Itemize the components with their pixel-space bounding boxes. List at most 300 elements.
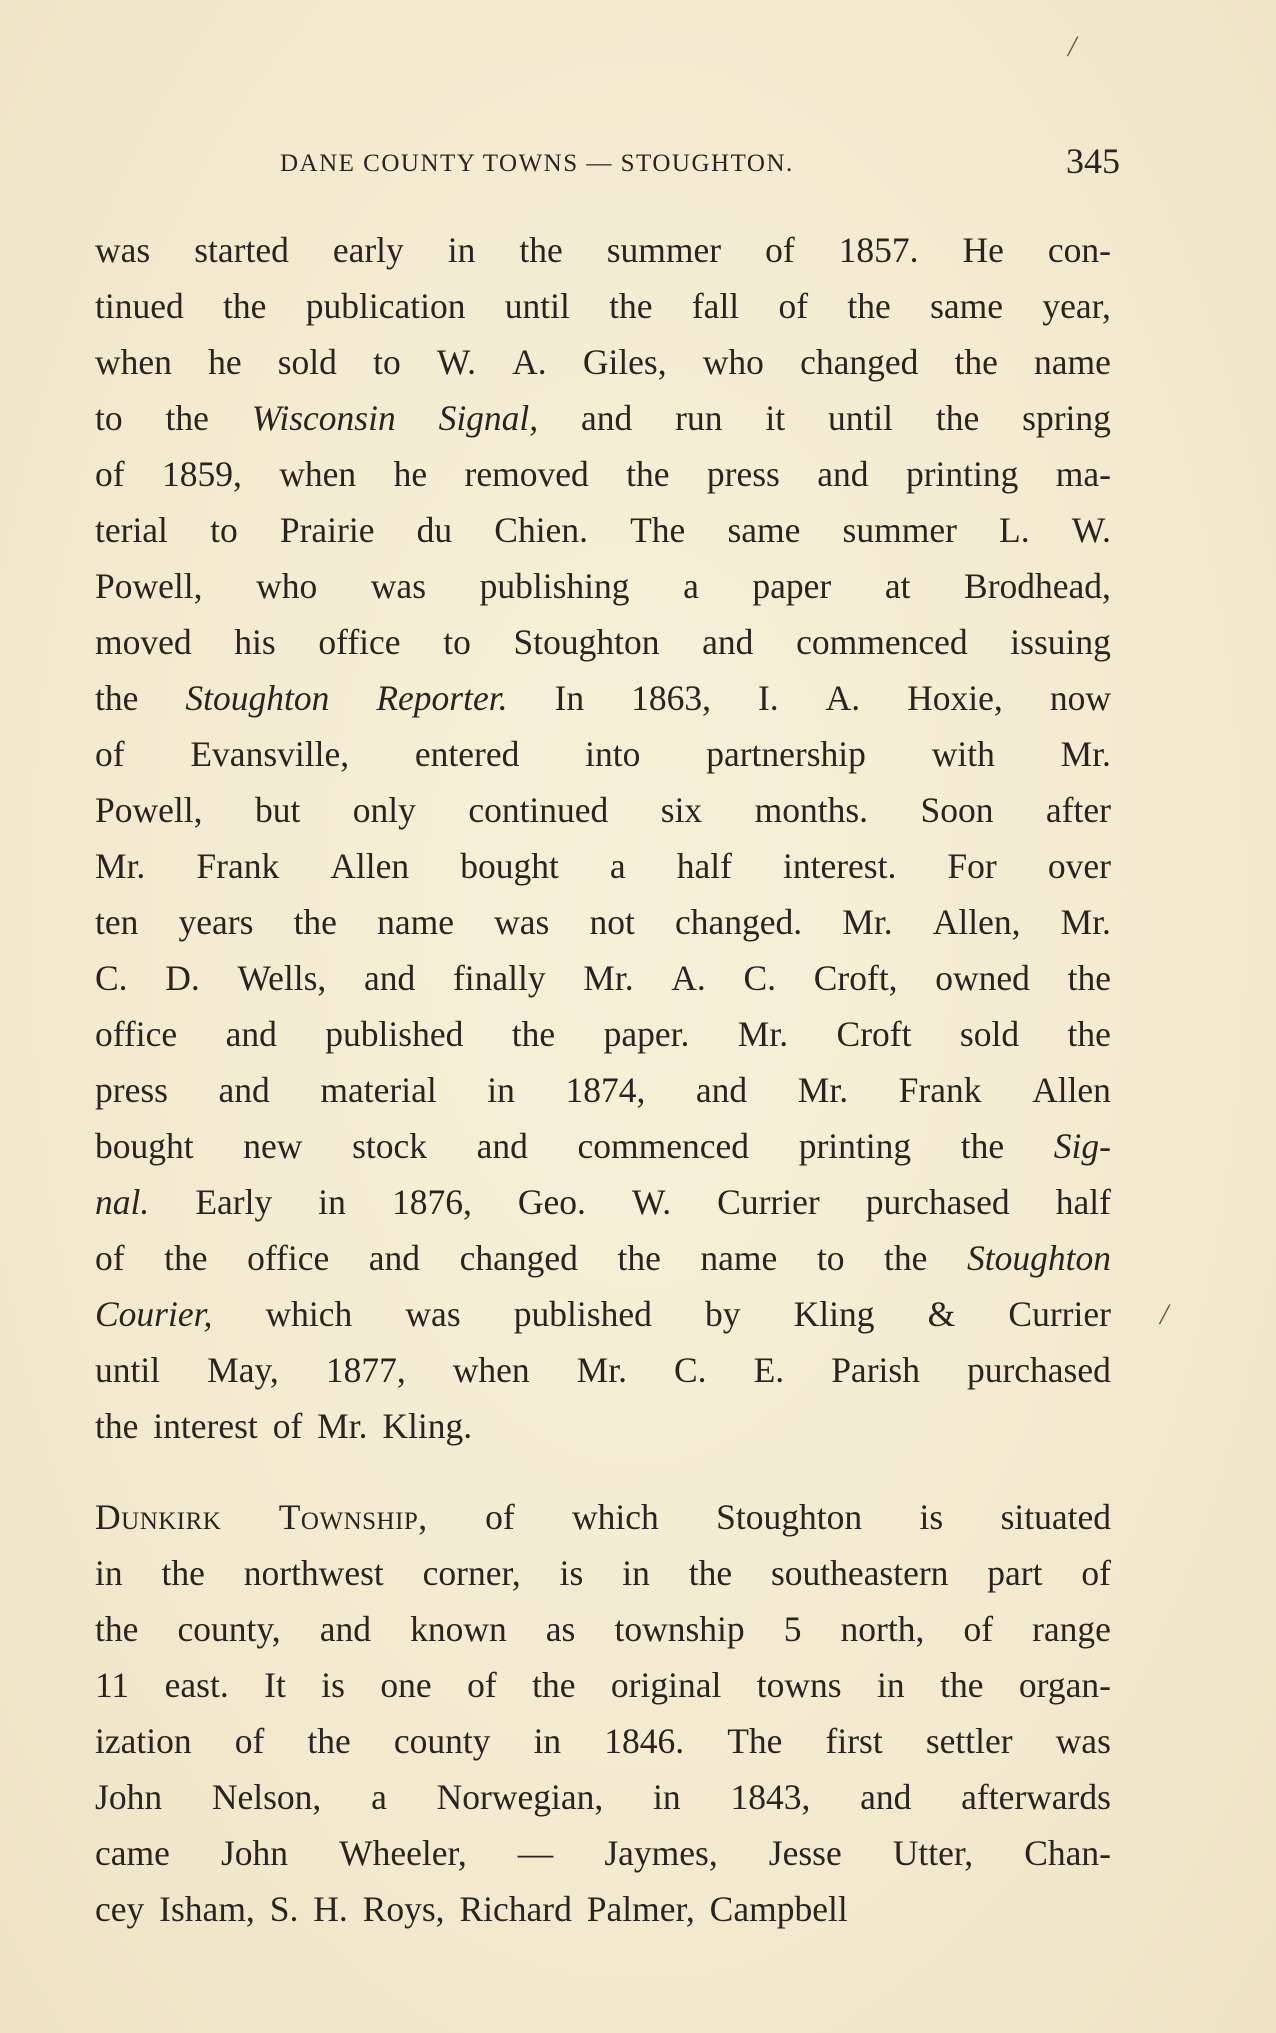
word: original	[610, 1665, 722, 1705]
word: 1877,	[325, 1350, 406, 1390]
word: Sig-	[1053, 1126, 1111, 1166]
word: changed.	[674, 902, 803, 942]
word: southeastern	[770, 1553, 949, 1593]
word: Powell,	[95, 790, 203, 830]
word: the	[960, 1126, 1005, 1166]
word: Currier	[717, 1182, 820, 1222]
word: Mr.	[583, 958, 634, 998]
word: which	[265, 1294, 353, 1334]
word: was	[405, 1294, 461, 1334]
word: Mr.	[95, 846, 146, 886]
word: He	[962, 230, 1004, 270]
word: came	[95, 1833, 170, 1873]
text-line	[95, 558, 1111, 614]
word: 1876,	[391, 1182, 472, 1222]
word: summer	[842, 510, 957, 550]
word: until	[827, 398, 894, 438]
word: after	[1045, 790, 1111, 830]
body-text	[95, 222, 1111, 1937]
text-line	[95, 726, 1111, 782]
word: same	[930, 286, 1004, 326]
word: owned	[935, 958, 1030, 998]
word: who	[256, 566, 318, 606]
word: Giles,	[582, 342, 667, 382]
word: his	[234, 622, 276, 662]
word: Mr.	[317, 1406, 368, 1446]
word: only	[352, 790, 416, 830]
word: paper	[752, 566, 832, 606]
word: sold	[959, 1014, 1020, 1054]
text-line	[95, 782, 1111, 838]
text-line	[95, 222, 1111, 278]
word: John	[95, 1777, 163, 1817]
word: May,	[207, 1350, 279, 1390]
word: Utter,	[892, 1833, 974, 1873]
word: of	[95, 1238, 125, 1278]
word: of	[1081, 1553, 1111, 1593]
word: of	[95, 454, 125, 494]
word: partnership	[706, 734, 866, 774]
word: and	[817, 454, 869, 494]
word: of	[467, 1665, 497, 1705]
word: and	[319, 1609, 371, 1649]
text-line	[95, 390, 1111, 446]
word: Jesse	[768, 1833, 842, 1873]
word: in	[533, 1721, 562, 1761]
word: name	[377, 902, 454, 942]
word: &	[927, 1294, 956, 1334]
page-number: 345	[1066, 141, 1120, 181]
word: tinued	[95, 286, 184, 326]
word: northwest	[243, 1553, 384, 1593]
word: Campbell	[709, 1889, 848, 1929]
word: Nelson,	[211, 1777, 322, 1817]
word: 1846.	[604, 1721, 685, 1761]
word: range	[1032, 1609, 1111, 1649]
word: when	[95, 342, 172, 382]
word: in	[447, 230, 476, 270]
word: the	[161, 1553, 205, 1593]
word: the	[847, 286, 891, 326]
word: east.	[164, 1665, 229, 1705]
word: known	[410, 1609, 507, 1649]
word: was	[494, 902, 550, 942]
word: with	[931, 734, 995, 774]
word: H.	[313, 1889, 348, 1929]
paragraph-gap	[95, 1454, 1111, 1489]
word: published	[513, 1294, 652, 1334]
word: Parish	[831, 1350, 920, 1390]
word: Mr.	[1060, 902, 1111, 942]
word: paper.	[603, 1014, 690, 1054]
word: published	[325, 1014, 464, 1054]
word: office	[95, 1014, 178, 1054]
stray-mark: /	[1068, 30, 1077, 63]
word: and	[225, 1014, 277, 1054]
word: and	[581, 398, 633, 438]
word: Courier,	[95, 1294, 213, 1334]
word: the	[1067, 1014, 1111, 1054]
word: The	[727, 1721, 783, 1761]
word: part	[987, 1553, 1043, 1593]
word: he	[393, 454, 428, 494]
word: of	[765, 230, 795, 270]
word: same	[727, 510, 801, 550]
word: office	[247, 1238, 330, 1278]
text-line	[95, 1489, 1111, 1545]
word: of	[778, 286, 809, 326]
word: Allen	[330, 846, 410, 886]
text-line	[95, 614, 1111, 670]
word: —	[517, 1833, 554, 1873]
word: I.	[757, 678, 779, 718]
word: the	[293, 902, 337, 942]
word: and	[860, 1777, 912, 1817]
word: ma-	[1055, 454, 1111, 494]
word: as	[545, 1609, 576, 1649]
word: Wisconsin	[251, 398, 396, 438]
word: Wheeler,	[339, 1833, 467, 1873]
word: 1859,	[161, 454, 242, 494]
word: who	[702, 342, 764, 382]
word: office	[318, 622, 401, 662]
text-line	[95, 1825, 1111, 1881]
word: sold	[277, 342, 337, 382]
word: 1874,	[565, 1070, 646, 1110]
word: a	[683, 566, 699, 606]
word: Stoughton	[716, 1497, 863, 1537]
word: C.	[95, 958, 128, 998]
text-line	[95, 1286, 1111, 1342]
text-line	[95, 670, 1111, 726]
word: the	[307, 1721, 351, 1761]
word: Frank	[898, 1070, 982, 1110]
word: name	[700, 1238, 778, 1278]
word: Mr.	[737, 1014, 789, 1054]
word: A.	[512, 342, 547, 382]
word: not	[589, 902, 635, 942]
text-line	[95, 502, 1111, 558]
word: A.	[825, 678, 861, 718]
word: con-	[1047, 230, 1111, 270]
word: Reporter.	[376, 678, 508, 718]
word: interest.	[782, 846, 897, 886]
word: Richard	[459, 1889, 572, 1929]
word: the	[935, 398, 980, 438]
word: first	[825, 1721, 883, 1761]
word: the	[609, 286, 653, 326]
word: Soon	[920, 790, 994, 830]
word: Brodhead,	[964, 566, 1111, 606]
word: Frank	[196, 846, 280, 886]
word: Palmer,	[586, 1889, 695, 1929]
word: A.	[671, 958, 706, 998]
word: year,	[1042, 286, 1111, 326]
word: was	[95, 230, 151, 270]
word: terial	[95, 510, 168, 550]
word: It	[264, 1665, 286, 1705]
word: into	[585, 734, 641, 774]
word: county	[393, 1721, 491, 1761]
word: until	[95, 1350, 161, 1390]
word: in	[877, 1665, 905, 1705]
text-line	[95, 1062, 1111, 1118]
word: months.	[754, 790, 869, 830]
word: stock	[352, 1126, 427, 1166]
word: situated	[1000, 1497, 1111, 1537]
word: county,	[177, 1609, 281, 1649]
word: removed	[464, 454, 589, 494]
word: afterwards	[961, 1777, 1111, 1817]
word: Kling	[793, 1294, 875, 1334]
word: half	[1055, 1182, 1111, 1222]
word: E.	[753, 1350, 785, 1390]
word: it	[765, 398, 786, 438]
text-line	[95, 1118, 1111, 1174]
word: the	[617, 1238, 661, 1278]
word: ten	[95, 902, 139, 942]
word: Stoughton	[966, 1238, 1111, 1278]
word: nal.	[95, 1182, 150, 1222]
word: over	[1047, 846, 1111, 886]
text-line	[95, 894, 1111, 950]
word: run	[675, 398, 723, 438]
word: fall	[691, 286, 740, 326]
word: Dunkirk	[95, 1497, 222, 1537]
word: Evansville,	[190, 734, 350, 774]
word: purchased	[865, 1182, 1010, 1222]
word: a	[371, 1777, 387, 1817]
word: Mr.	[576, 1350, 627, 1390]
word: years	[178, 902, 254, 942]
word: bought	[95, 1126, 194, 1166]
paragraph	[95, 1489, 1111, 1937]
word: W.	[631, 1182, 672, 1222]
word: changed	[459, 1238, 578, 1278]
word: in	[653, 1777, 681, 1817]
word: north,	[840, 1609, 925, 1649]
word: of	[485, 1497, 515, 1537]
text-line	[95, 1006, 1111, 1062]
word: now	[1049, 678, 1111, 718]
word: the	[95, 1406, 139, 1446]
word: ization	[95, 1721, 192, 1761]
word: is	[919, 1497, 944, 1537]
word: Prairie	[279, 510, 375, 550]
text-line	[95, 950, 1111, 1006]
word: of	[963, 1609, 994, 1649]
stray-mark: /	[1160, 1298, 1169, 1331]
word: and	[695, 1070, 748, 1110]
word: Croft,	[813, 958, 898, 998]
word: Kling.	[382, 1406, 473, 1446]
word: entered	[414, 734, 520, 774]
word: early	[332, 230, 404, 270]
word: and	[476, 1126, 528, 1166]
word: to	[210, 510, 238, 550]
word: press	[706, 454, 780, 494]
text-line	[95, 1545, 1111, 1601]
text-line	[95, 1342, 1111, 1398]
word: the	[688, 1553, 733, 1593]
word: was	[370, 566, 427, 606]
text-line	[95, 1230, 1111, 1286]
word: the	[223, 286, 267, 326]
word: to	[816, 1238, 845, 1278]
text-line	[95, 446, 1111, 502]
word: 11	[95, 1665, 130, 1705]
word: Early	[195, 1182, 273, 1222]
word: settler	[925, 1721, 1013, 1761]
word: the	[164, 1238, 208, 1278]
text-line	[95, 1398, 1111, 1454]
word: Jaymes,	[604, 1833, 718, 1873]
word: 5	[783, 1609, 802, 1649]
word: du	[416, 510, 453, 550]
word: 1863,	[631, 678, 711, 718]
word: Mr.	[1060, 734, 1111, 774]
word: started	[194, 230, 289, 270]
word: when	[452, 1350, 530, 1390]
word: Chan-	[1024, 1833, 1111, 1873]
word: is	[321, 1665, 345, 1705]
word: of	[234, 1721, 265, 1761]
word: in	[95, 1553, 123, 1593]
word: a	[609, 846, 626, 886]
word: C.	[674, 1350, 707, 1390]
word: in	[487, 1070, 515, 1110]
word: Isham,	[159, 1889, 255, 1929]
word: he	[208, 342, 242, 382]
word: which	[572, 1497, 659, 1537]
word: the	[954, 342, 998, 382]
word: in	[318, 1182, 346, 1222]
word: Roys,	[362, 1889, 445, 1929]
word: towns	[756, 1665, 842, 1705]
word: Croft	[836, 1014, 912, 1054]
word: but	[254, 790, 301, 830]
word: issuing	[1010, 622, 1111, 662]
word: by	[704, 1294, 741, 1334]
word: and	[363, 958, 416, 998]
word: and	[702, 622, 754, 662]
word: six	[660, 790, 703, 830]
word: In	[554, 678, 585, 718]
word: Mr.	[842, 902, 893, 942]
word: Powell,	[95, 566, 203, 606]
word: the	[511, 1014, 556, 1054]
text-line	[95, 1174, 1111, 1230]
word: For	[947, 846, 997, 886]
word: name	[1034, 342, 1111, 382]
word: L.	[999, 510, 1030, 550]
word: the	[626, 454, 670, 494]
word: John	[220, 1833, 289, 1873]
word: cey	[95, 1889, 145, 1929]
word: commenced	[796, 622, 968, 662]
word: the	[95, 678, 139, 718]
word: of	[95, 734, 125, 774]
word: the	[95, 1609, 139, 1649]
word: and	[368, 1238, 421, 1278]
word: publication	[305, 286, 466, 326]
word: Norwegian,	[436, 1777, 604, 1817]
word: D.	[165, 958, 200, 998]
word: publishing	[479, 566, 630, 606]
word: Township,	[278, 1497, 428, 1537]
text-line	[95, 1769, 1111, 1825]
word: finally	[452, 958, 546, 998]
text-line	[95, 1713, 1111, 1769]
word: in	[622, 1553, 650, 1593]
word: interest	[153, 1406, 258, 1446]
text-line	[95, 278, 1111, 334]
word: the	[1067, 958, 1111, 998]
word: S.	[269, 1889, 299, 1929]
word: corner,	[422, 1553, 521, 1593]
word: Mr.	[797, 1070, 849, 1110]
word: is	[559, 1553, 584, 1593]
word: material	[320, 1070, 437, 1110]
word: organ-	[1018, 1665, 1111, 1705]
word: to	[443, 622, 471, 662]
word: summer	[606, 230, 722, 270]
word: Stoughton	[513, 622, 660, 662]
word: the	[519, 230, 563, 270]
word: commenced	[577, 1126, 750, 1166]
word: bought	[460, 846, 559, 886]
word: W.	[1071, 510, 1111, 550]
word: township	[614, 1609, 745, 1649]
word: Allen,	[932, 902, 1021, 942]
paragraph	[95, 222, 1111, 1454]
word: 1857.	[838, 230, 919, 270]
word: Hoxie,	[907, 678, 1003, 718]
word: purchased	[966, 1350, 1111, 1390]
word: Stoughton	[185, 678, 330, 718]
word: C.	[743, 958, 777, 998]
word: continued	[468, 790, 609, 830]
word: until	[504, 286, 570, 326]
word: W.	[436, 342, 476, 382]
word: Wells,	[237, 958, 327, 998]
word: The	[630, 510, 686, 550]
word: to	[95, 398, 123, 438]
word: was	[1055, 1721, 1111, 1761]
word: changed	[800, 342, 919, 382]
word: Currier	[1008, 1294, 1111, 1334]
word: half	[676, 846, 732, 886]
word: moved	[95, 622, 192, 662]
word: printing	[905, 454, 1019, 494]
word: to	[373, 342, 401, 382]
text-line	[95, 334, 1111, 390]
word: printing	[798, 1126, 912, 1166]
word: the	[884, 1238, 928, 1278]
text-line	[95, 838, 1111, 894]
word: one	[380, 1665, 432, 1705]
word: of	[272, 1406, 303, 1446]
running-head: DANE COUNTY TOWNS — STOUGHTON.	[280, 150, 794, 177]
word: the	[165, 398, 209, 438]
word: the	[940, 1665, 984, 1705]
word: Allen	[1032, 1070, 1111, 1110]
word: Geo.	[517, 1182, 586, 1222]
word: Chien.	[494, 510, 588, 550]
word: Signal,	[438, 398, 539, 438]
word: the	[532, 1665, 576, 1705]
word: at	[884, 566, 911, 606]
